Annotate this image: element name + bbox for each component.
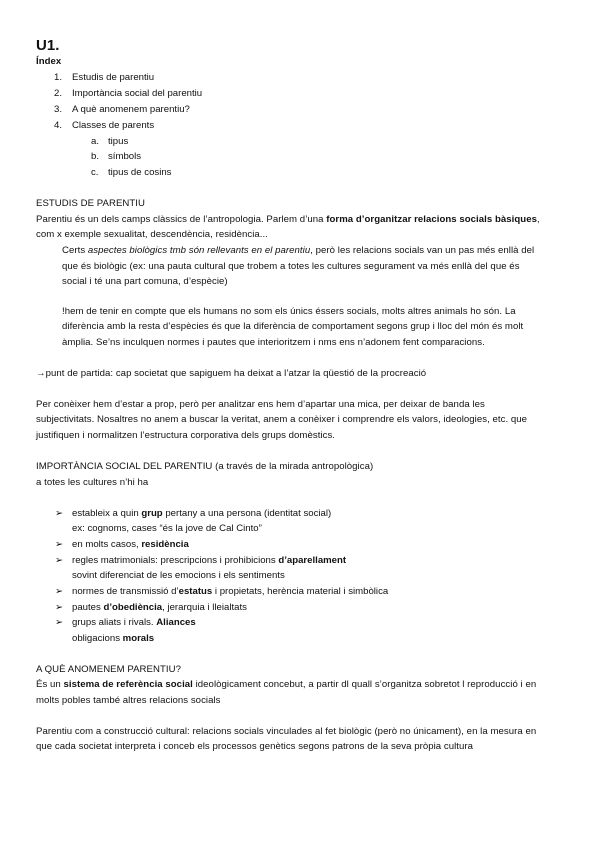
list-item: regles matrimonials: prescripcions i prohibicions d’aparellament: [72, 555, 347, 566]
index-subitem: tipus de cosins: [108, 167, 172, 178]
arrow-bullet-icon: ➢: [55, 539, 64, 550]
list-item: grups aliats i rivals. Aliances: [72, 617, 196, 628]
paragraph-line: Per conèixer hem d’estar a prop, però per analitzar ens hem d’apartar una mica, per deixar de banda les: [36, 399, 485, 410]
index-item-number: 3.: [54, 104, 63, 115]
list-item-detail: obligacions morals: [72, 633, 155, 644]
paragraph-line: molts pobles també altres relacions socials: [36, 695, 221, 706]
index-item-number: 4.: [54, 120, 63, 131]
arrow-bullet-icon: ➢: [55, 508, 64, 519]
page-title: U1.: [36, 37, 60, 54]
index-subitem-letter: a.: [91, 136, 100, 147]
arrow-bullet-icon: ➢: [55, 602, 64, 613]
paragraph-line: Parentiu com a construcció cultural: relacions socials vinculades al fet biològic (però no únicament), en la mesura en: [36, 726, 537, 737]
paragraph-line: Parentiu és un dels camps clàssics de l’antropologia. Parlem d’una forma d’organitzar relacions socials bàsiques,: [36, 214, 540, 225]
paragraph-line: àmplia. Se’ns inculquen normes i pautes que interioritzem i nms ens n’adonem fent comparacions.: [62, 337, 485, 348]
paragraph-line: Certs aspectes biològics tmb són rellevants en el parentiu, però les relacions socials van un pas més enllà del: [62, 245, 535, 256]
paragraph-line: !hem de tenir en compte que els humans no som els únics éssers socials, molts altres animals ho són. La: [62, 306, 516, 317]
list-item: normes de transmissió d’estatus i propietats, herència material i simbòlica: [72, 586, 389, 597]
section-heading-anomenem: A QUÈ ANOMENEM PARENTIU?: [36, 664, 181, 675]
list-item: pautes d’obediència, jerarquia i lleialtats: [72, 602, 247, 613]
paragraph-line: social i té una part comuna, d’espècie): [62, 276, 228, 287]
paragraph-line: que cada societat interpreta i conceb els processos genètics segons patrons de la seva pròpia cultura: [36, 741, 474, 752]
paragraph-line: com x exemple sexualitat, descendència, residència...: [36, 229, 268, 240]
paragraph-line: a totes les cultures n’hi ha: [36, 477, 149, 488]
section-heading-importancia: IMPORTÀNCIA SOCIAL DEL PARENTIU (a través de la mirada antropològica): [36, 461, 374, 472]
paragraph-line: que és biològic (ex: una pauta cultural que trobem a totes les cultures segurament va més enllà del que és: [62, 261, 520, 272]
index-item: Classes de parents: [72, 120, 155, 131]
list-item-detail: sovint diferenciat de les emocions i els sentiments: [72, 570, 285, 581]
section-heading-estudis: ESTUDIS DE PARENTIU: [36, 198, 145, 209]
paragraph-line: És un sistema de referència social ideològicament concebut, a partir dl quall s’organitza sobretot l reproducció i en: [36, 679, 537, 690]
index-subitem-letter: b.: [91, 151, 100, 162]
index-subitem: símbols: [108, 151, 142, 162]
list-item: estableix a quin grup pertany a una persona (identitat social): [72, 508, 332, 519]
index-item-number: 2.: [54, 88, 63, 99]
index-item-number: 1.: [54, 72, 63, 83]
list-item: en molts casos, residència: [72, 539, 189, 550]
index-item: Estudis de parentiu: [72, 72, 155, 83]
index-heading: Índex: [36, 56, 62, 67]
paragraph-line: diferència amb la resta d’espècies és que la diferència de comportament segons grup i lloc del món és molt: [62, 321, 524, 332]
arrow-bullet-icon: ➢: [55, 586, 64, 597]
arrow-bullet-icon: ➢: [55, 555, 64, 566]
paragraph-line: →punt de partida: cap societat que sapiguem ha deixat a l’atzar la qüestió de la procreació: [36, 368, 427, 379]
index-subitem-letter: c.: [91, 167, 99, 178]
index-item: Importància social del parentiu: [72, 88, 203, 99]
arrow-bullet-icon: ➢: [55, 617, 64, 628]
paragraph-line: justifiquen i normalitzen l’estructura corporativa dels grups domèstics.: [36, 430, 336, 441]
index-item: A què anomenem parentiu?: [72, 104, 190, 115]
index-subitem: tipus: [108, 136, 129, 147]
list-item-detail: ex: cognoms, cases “és la jove de Cal Cinto”: [72, 523, 262, 534]
paragraph-line: subjectivitats. Nosaltres no anem a buscar la veritat, anem a conèixer i comprendre els valors, ideologies, etc. que: [36, 414, 528, 425]
